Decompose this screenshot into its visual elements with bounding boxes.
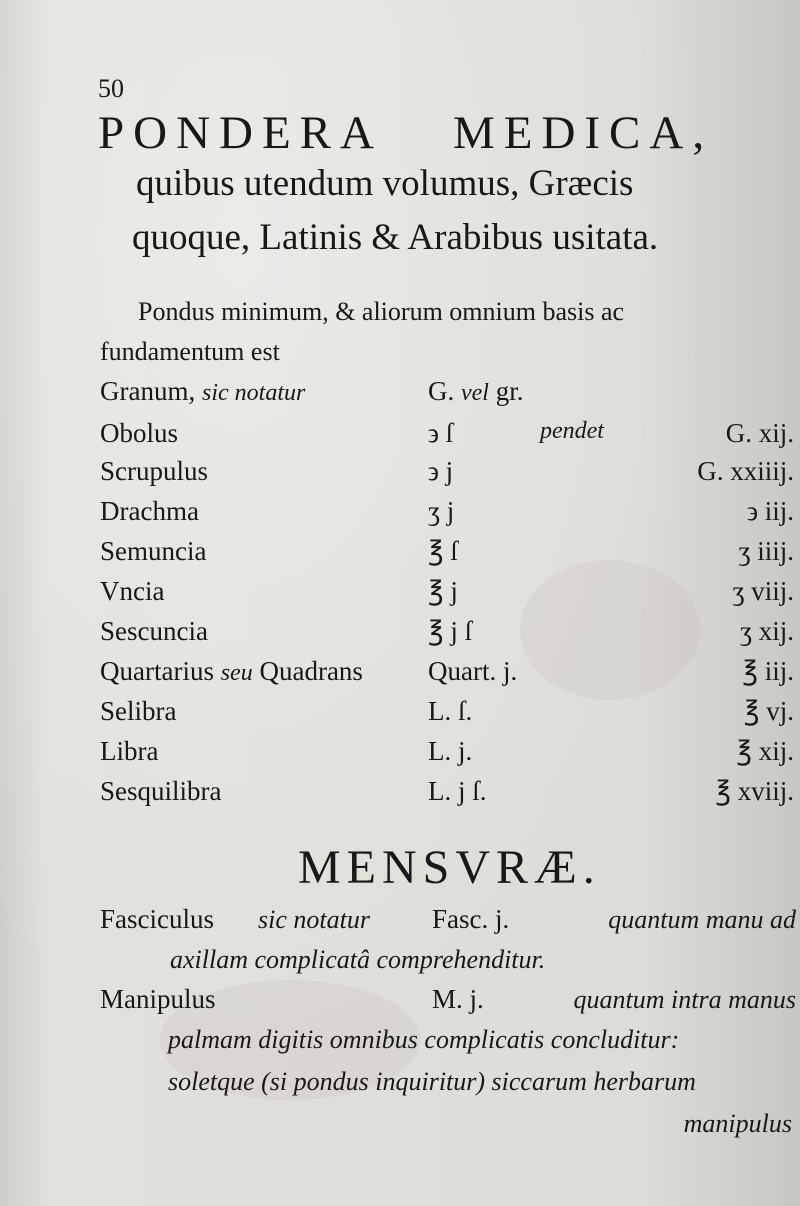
- manipulus-desc-2: palmam digitis omnibus complicatis concluditur:: [168, 1025, 680, 1054]
- manipulus-symbol: M. j.: [432, 984, 484, 1014]
- table-row: [0, 576, 800, 612]
- weight-name: Quartarius seu Quadrans: [100, 656, 363, 686]
- weight-name: Scrupulus: [100, 456, 208, 486]
- subtitle-line-2: quoque, Latinis & Arabibus usitata.: [132, 217, 659, 258]
- weight-name: Vncia: [100, 576, 165, 606]
- weight-name: Sescuncia: [100, 616, 208, 646]
- weight-symbol: L. j ſ.: [428, 776, 487, 806]
- subtitle-line-1: quibus utendum volumus, Græcis: [136, 163, 634, 204]
- table-row: [0, 616, 800, 652]
- weight-symbol: ℥ ſ: [428, 536, 458, 566]
- weight-value: ʒ xij.: [740, 616, 794, 646]
- weight-symbol: L. ſ.: [428, 696, 473, 726]
- manipulus-desc-3: soletque (si pondus inquiritur) siccarum herbarum: [168, 1067, 696, 1096]
- manipulus-desc-1: quantum intra manus: [573, 985, 796, 1014]
- weight-name: Selibra: [100, 696, 177, 726]
- table-row: [0, 456, 800, 492]
- weight-name: Granum, sic notatur: [100, 376, 306, 406]
- manipulus-desc-4: manipulus: [683, 1109, 792, 1138]
- weight-name: Libra: [100, 736, 159, 766]
- intro-line-1: Pondus minimum, & aliorum omnium basis ac: [138, 297, 625, 326]
- weight-value: ℥ iij.: [742, 656, 794, 686]
- fasciculus-desc-2: axillam complicatâ comprehenditur.: [170, 945, 546, 974]
- weight-symbol: L. j.: [428, 736, 473, 766]
- weight-symbol: ϶ j: [428, 456, 454, 486]
- page-number: 50: [98, 74, 124, 103]
- table-row: [0, 418, 800, 454]
- table-row: [0, 536, 800, 572]
- weight-symbol: ʒ j: [428, 496, 455, 526]
- weight-value: ℥ xij.: [736, 736, 794, 766]
- weight-symbol: ϶ ſ: [428, 418, 454, 448]
- fasciculus-name: Fasciculus: [100, 904, 214, 934]
- weight-name: Semuncia: [100, 536, 207, 566]
- weight-name: Drachma: [100, 496, 199, 526]
- fasciculus-note: sic notatur: [258, 905, 370, 934]
- weight-symbol: ℥ j ſ: [428, 616, 473, 646]
- table-row: [0, 656, 800, 692]
- title-word-1: PONDERA: [98, 107, 383, 159]
- weight-value: ℥ vj.: [743, 696, 794, 726]
- table-row: [0, 736, 800, 772]
- table-row: [0, 496, 800, 532]
- weight-value: ʒ viij.: [732, 576, 794, 606]
- weight-value: ℥ xviij.: [715, 776, 794, 806]
- weight-value: ʒ iiij.: [738, 536, 794, 566]
- weight-symbol: G. vel gr.: [428, 376, 524, 406]
- mensurae-heading: MENSVRÆ.: [298, 841, 601, 894]
- weight-value: ϶ iij.: [747, 496, 794, 526]
- manipulus-name: Manipulus: [100, 984, 216, 1014]
- page-title: [98, 106, 798, 160]
- title-word-2: MEDICA,: [452, 107, 714, 159]
- fasciculus-symbol: Fasc. j.: [432, 904, 510, 934]
- intro-line-2: fundamentum est: [100, 337, 280, 366]
- pendet-label: pendet: [540, 418, 604, 444]
- weight-value: G. xij.: [725, 418, 794, 448]
- weight-value: G. xxiiij.: [697, 456, 794, 486]
- intro-paragraph: [100, 292, 800, 372]
- table-row: [0, 696, 800, 732]
- table-row: [0, 376, 800, 412]
- weight-name: Obolus: [100, 418, 179, 448]
- weight-symbol: Quart. j.: [428, 656, 518, 686]
- table-row: [0, 776, 800, 812]
- weight-name: Sesquilibra: [100, 776, 222, 806]
- weight-symbol: ℥ j: [428, 576, 458, 606]
- fasciculus-desc-1: quantum manu ad: [608, 905, 796, 934]
